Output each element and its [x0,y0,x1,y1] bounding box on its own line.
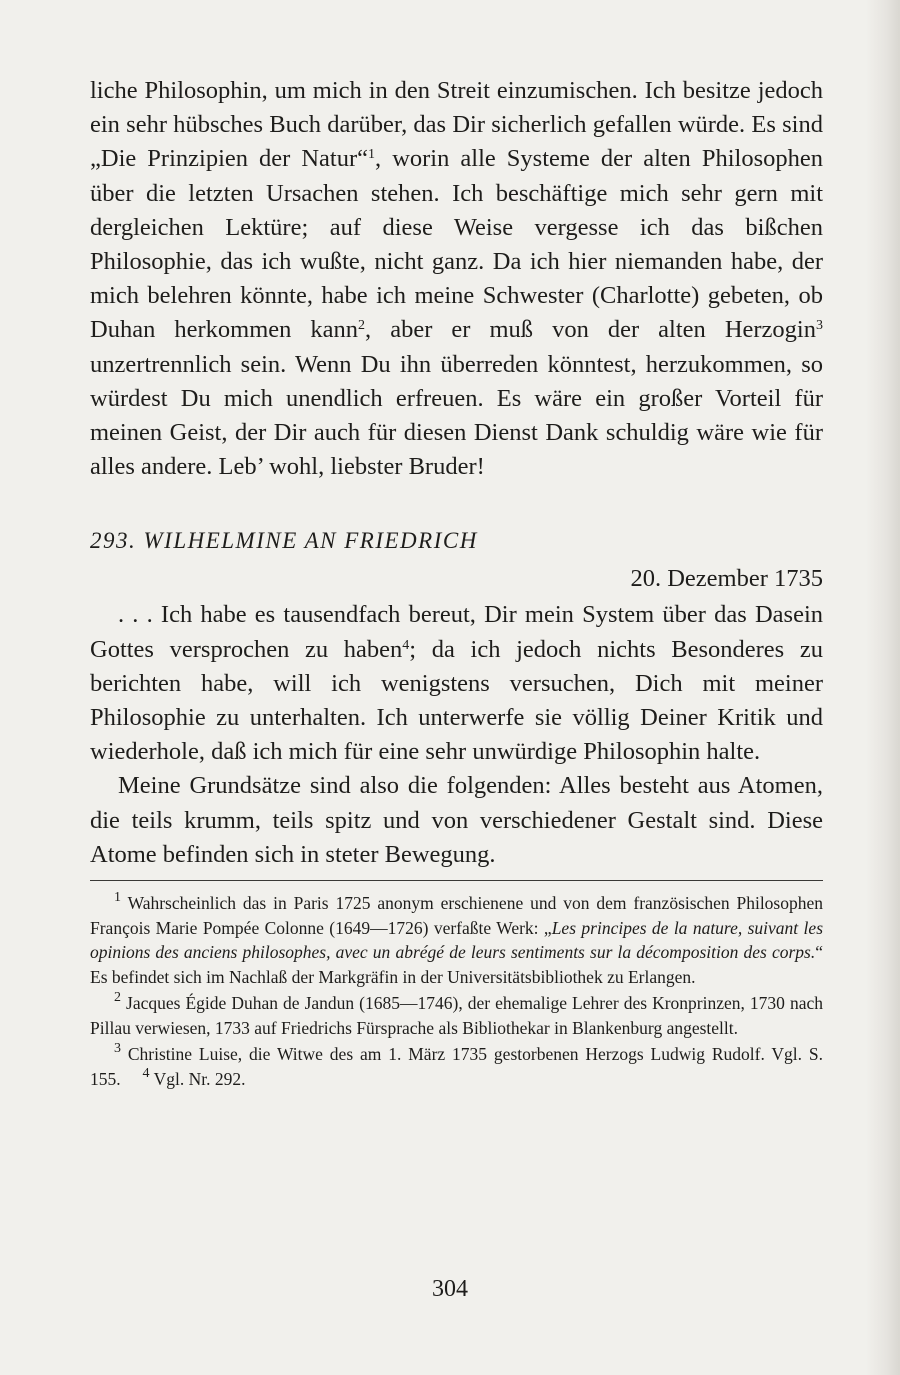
letter-date: 20. Dezember 1735 [630,565,823,593]
letter-heading: 293. WILHELMINE AN FRIEDRICH [90,528,478,554]
footnote-ref-4[interactable]: 4 [402,637,410,653]
page-content [90,74,823,1093]
footnote-ref-3[interactable]: 3 [816,318,823,334]
body-text [90,74,823,484]
footnote-ref-1[interactable]: 1 [368,147,376,163]
footnote-2: $^2$ Jacques Égide Duhan de Jandun (1685—1746), der ehemalige Lehrer des Kronprinzen, 1730 nach Pillau verwiesen, 1733 auf Friedrichs Fürsprache als Bibliothekar in Blankenburg angestellt. [90,990,823,1038]
footnote-1: $^1$ Wahrscheinlich das in Paris 1725 anonym erschienene und von dem französischen Philosophen François Marie Pompée Colonne (1649—1726) verfaßte Werk: „Les principes de la nature, suivant les opinions des anciens philosophes, avec un abrégé de leurs sentiments sur la décomposition des corps.“ Es befindet sich im Nachlaß der Markgräfin in der Universitätsbibliothek zu Erlangen. [90,890,824,987]
page-edge-shadow [866,0,900,1375]
letter-paragraph-1: . . . Ich habe es tausendfach bereut, Dir mein System über das Dasein Gottes versprochen zu haben$^4$; da ich jedoch nichts Besonderes zu berichten habe, will ich wenigstens versuchen, Dich mit meiner Philosophie zu unterhalten. Ich unterwerfe sie völlig Deiner Kritik und wiederhole, daß ich mich für eine sehr unwürdige Philosophin halte. [90,601,823,766]
footnote-ref-2[interactable]: 2 [358,318,366,334]
paragraph-continuation: liche Philosophin, um mich in den Streit einzumischen. Ich besitze jedoch ein sehr hübsches Buch darüber, das Dir sicherlich gefallen würde. Es sind „Die Prinzipien der Natur“$^1$, worin alle Systeme der alten Philosophen über die letzten Ursachen stehen. Ich beschäftige mich sehr gern mit dergleichen Lektüre; auf diese Weise vergesse ich das bißchen Philosophie, das ich wußte, nicht ganz. Da ich hier niemanden habe, der mich belehren könnte, habe ich meine Schwester (Charlotte) gebeten, ob Duhan herkommen kann$^2$, aber er muß von der alten Herzogin$^3$ unzertrennlich sein. Wenn Du ihn überreden könntest, herzukommen, so würdest Du mich unendlich erfreuen. Es wäre ein großer Vorteil für meinen Geist, der Dir auch für diesen Dienst Dank schuldig wäre wie für alles andere. Leb’ wohl, liebster Bruder! [90,77,823,481]
footnote-divider [90,880,823,881]
page-number: 304 [432,1276,468,1302]
letter-body [90,598,823,872]
letter-paragraph-2: Meine Grundsätze sind also die folgenden: Alles besteht aus Atomen, die teils krumm, teils spitz und von verschiedener Gestalt sind. Diese Atome befinden sich in steter Bewegung. [90,772,823,868]
footnote-3: $^3$ Christine Luise, die Witwe des am 1. März 1735 gestorbenen Herzogs Ludwig Rudolf. Vgl. S. 155. $^4$ Vgl. Nr. 292. [90,1041,823,1089]
footnotes [90,891,823,1091]
